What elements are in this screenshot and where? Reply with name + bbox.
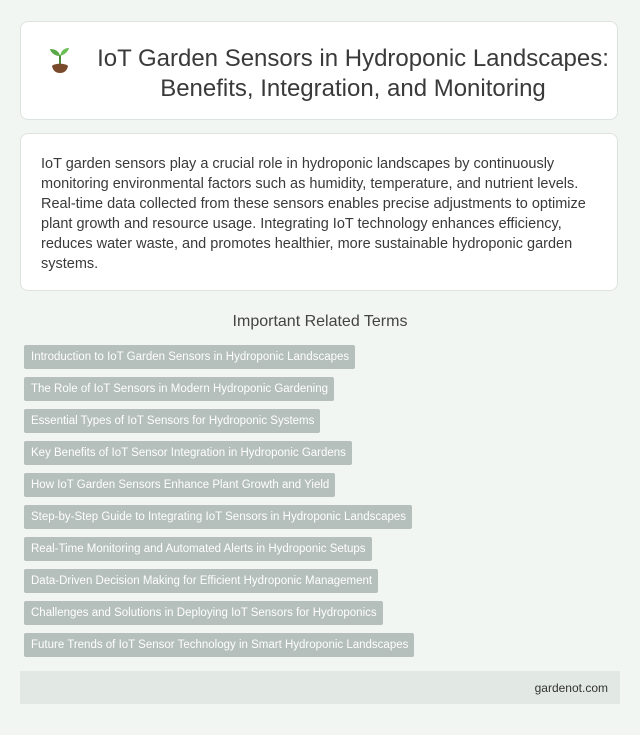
title-row [21, 22, 617, 104]
related-term-link[interactable]: Key Benefits of IoT Sensor Integration in Hydroponic Gardens [24, 441, 352, 465]
related-term-link[interactable]: Challenges and Solutions in Deploying IoT Sensors for Hydroponics [24, 601, 383, 625]
intro-card [20, 133, 618, 291]
related-term-link[interactable]: Essential Types of IoT Sensors for Hydroponic Systems [24, 409, 320, 433]
footer [20, 671, 620, 704]
related-term-link[interactable]: Data-Driven Decision Making for Efficient Hydroponic Management [24, 569, 378, 593]
related-term-link[interactable]: Real-Time Monitoring and Automated Alerts in Hydroponic Setups [24, 537, 372, 561]
related-term-link[interactable]: Introduction to IoT Garden Sensors in Hydroponic Landscapes [24, 345, 355, 369]
related-term-link[interactable]: How IoT Garden Sensors Enhance Plant Growth and Yield [24, 473, 335, 497]
related-terms-heading: Important Related Terms [232, 313, 408, 330]
page-title: IoT Garden Sensors in Hydroponic Landscapes: Benefits, Integration, and Monitoring [97, 45, 609, 102]
title-card [20, 21, 618, 120]
footer-site-name: gardenot.com [534, 680, 608, 695]
related-term-link[interactable]: The Role of IoT Sensors in Modern Hydroponic Gardening [24, 377, 334, 401]
related-terms-list [24, 345, 624, 665]
related-term-link[interactable]: Future Trends of IoT Sensor Technology in Smart Hydroponic Landscapes [24, 633, 414, 657]
sprout-icon [47, 46, 73, 74]
intro-paragraph: IoT garden sensors play a crucial role in hydroponic landscapes by continuously monitoring environmental factors such as humidity, temperature, and nutrient levels. Real-time data collected from these sensors enables precise adjustments to optimize plant growth and resource usage. Integrating IoT technology enhances efficiency, reduces water waste, and promotes healthier, more sustainable hydroponic garden systems. [41, 156, 586, 272]
related-term-link[interactable]: Step-by-Step Guide to Integrating IoT Sensors in Hydroponic Landscapes [24, 505, 412, 529]
